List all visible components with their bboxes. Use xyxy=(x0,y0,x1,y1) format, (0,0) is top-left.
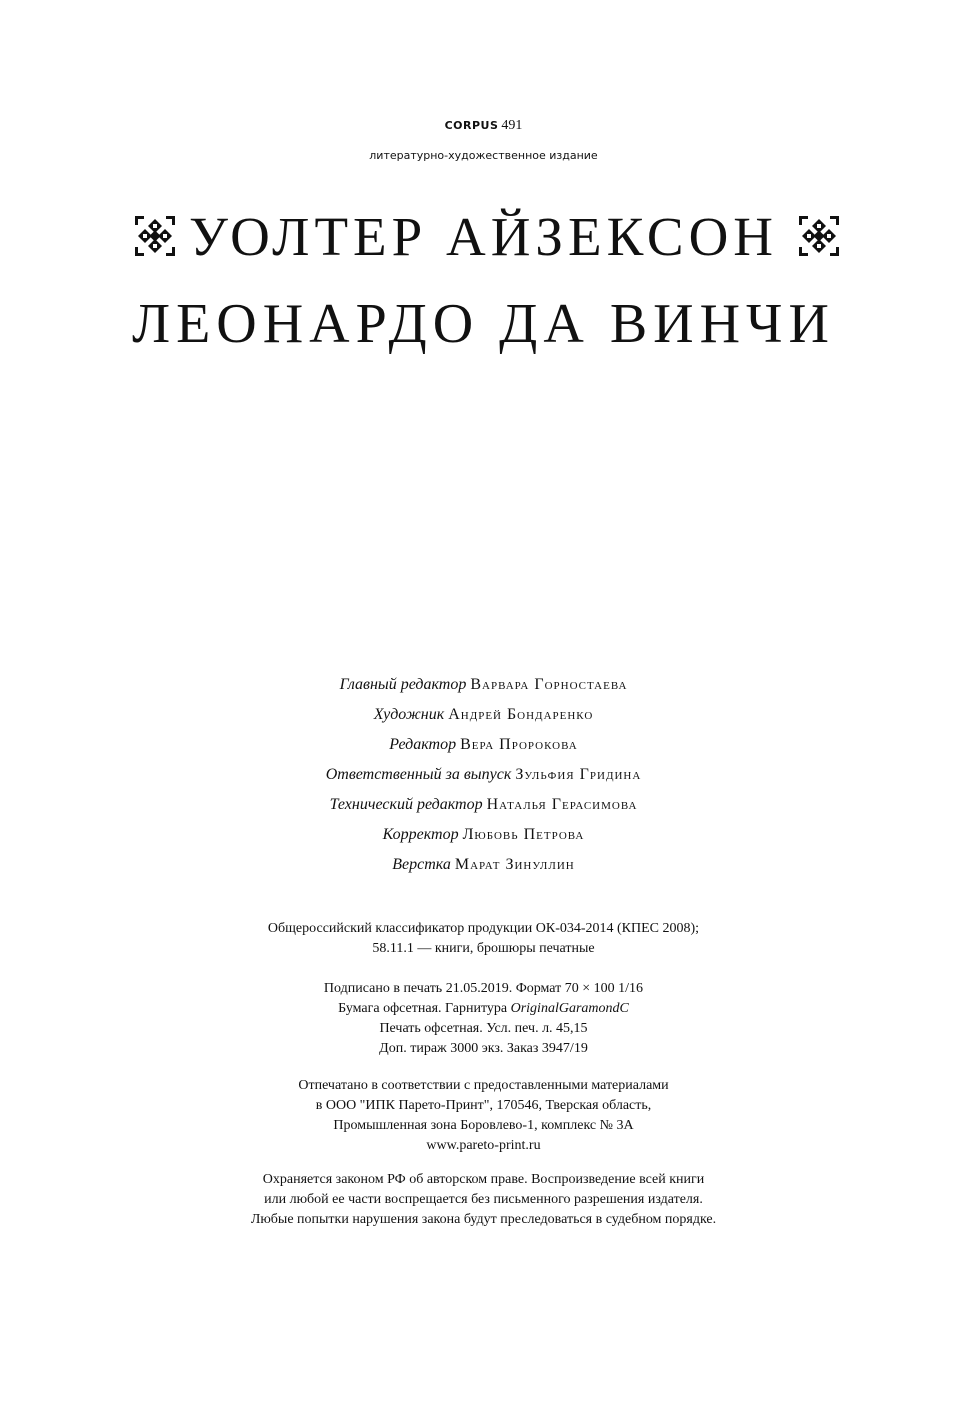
ornamental-rosette-icon xyxy=(796,213,842,259)
classifier-block xyxy=(0,919,967,959)
print-run-line: Доп. тираж 3000 экз. Заказ 3947/19 xyxy=(379,1041,588,1056)
credits-list xyxy=(0,670,967,880)
copyright-line: или любой ее части воспрещается без письменного разрешения издателя. xyxy=(264,1192,703,1207)
credit-line xyxy=(0,760,967,790)
copyright-line: Охраняется законом РФ об авторском праве. Воспроизведение всей книги xyxy=(262,1172,705,1187)
credit-role: Ответственный за выпуск xyxy=(325,766,512,783)
paper-line xyxy=(0,999,967,1019)
printer-website: www.pareto-print.ru xyxy=(426,1138,541,1153)
series-number: 491 xyxy=(501,118,523,133)
credit-role: Художник xyxy=(373,706,445,723)
series-line xyxy=(0,117,967,134)
book-title: ЛЕОНАРДО ДА ВИНЧИ xyxy=(132,293,835,355)
credit-name: Наталья Герасимова xyxy=(486,796,638,813)
printer-line: Отпечатано в соответствии с предоставленными материалами xyxy=(298,1078,669,1093)
credit-name: Андрей Бондаренко xyxy=(448,706,594,723)
copyright-block xyxy=(0,1170,967,1230)
credit-name: Вера Пророкова xyxy=(460,736,578,753)
credit-name: Марат Зинуллин xyxy=(454,856,575,873)
print-info-block xyxy=(0,979,967,1059)
classifier-line: 58.11.1 — книги, брошюры печатные xyxy=(372,941,595,956)
printing-line: Печать офсетная. Усл. печ. л. 45,15 xyxy=(379,1021,588,1036)
credit-line xyxy=(0,670,967,700)
credit-role: Корректор xyxy=(382,826,459,843)
credit-name: Варвара Горностаева xyxy=(470,676,628,693)
credit-line xyxy=(0,730,967,760)
credit-line xyxy=(0,850,967,880)
credit-role: Редактор xyxy=(389,736,457,753)
ornamental-rosette-icon xyxy=(132,213,178,259)
edition-type: литературно-художественное издание xyxy=(369,149,598,162)
classifier-line: Общероссийский классификатор продукции ОК-034-2014 (КПЕС 2008); xyxy=(267,921,700,936)
copyright-line: Любые попытки нарушения закона будут преследоваться в судебном порядке. xyxy=(250,1212,717,1227)
author-row xyxy=(0,205,967,269)
credit-line xyxy=(0,820,967,850)
printer-block xyxy=(0,1076,967,1156)
credit-role: Технический редактор xyxy=(329,796,483,813)
credit-role: Главный редактор xyxy=(339,676,467,693)
author-name: УОЛТЕР АЙЗЕКСОН xyxy=(188,206,779,267)
print-signed-line: Подписано в печать 21.05.2019. Формат 70 × 100 1/16 xyxy=(323,981,644,996)
credit-line xyxy=(0,790,967,820)
paper-prefix: Бумага офсетная. Гарнитура xyxy=(338,1001,511,1016)
credit-role: Верстка xyxy=(392,856,451,873)
printer-line: Промышленная зона Боровлево-1, комплекс № 3А xyxy=(333,1118,634,1133)
series-brand: CORPUS xyxy=(444,119,499,132)
credit-name: Зульфия Гридина xyxy=(515,766,642,783)
typeface-name: OriginalGaramondC xyxy=(510,1001,629,1016)
credit-line xyxy=(0,700,967,730)
printer-line: в ООО "ИПК Парето-Принт", 170546, Тверская область, xyxy=(315,1098,652,1113)
credit-name: Любовь Петрова xyxy=(462,826,585,843)
